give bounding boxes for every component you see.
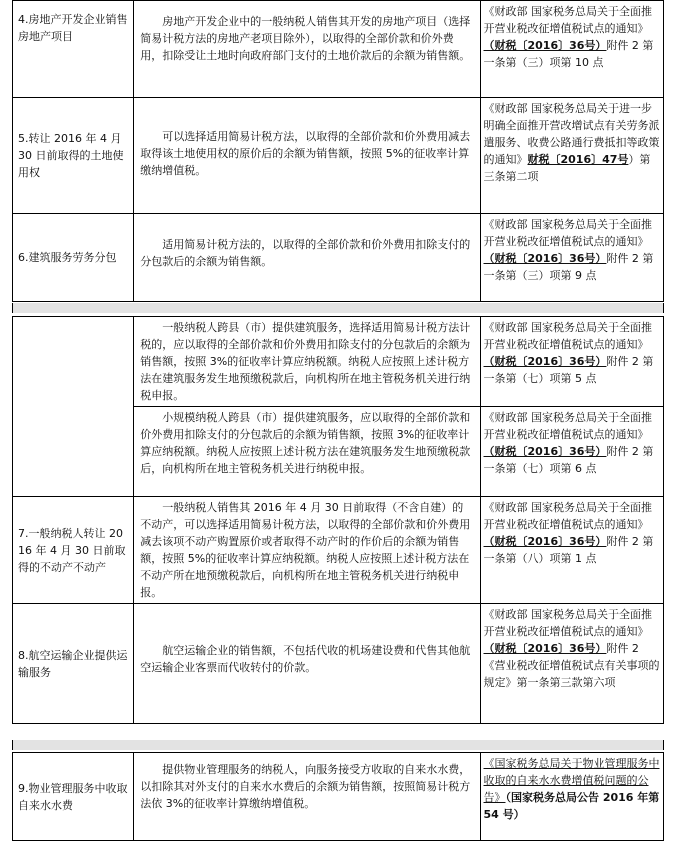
item-reference: 《财政部 国家税务总局关于进一步明确全面推开营改增试点有关劳务派遣服务、收费公路通行费抵扣等政策的通知》财税〔2016〕47号）第三条第二项 [480,98,664,214]
item-title [13,317,134,407]
table-row [13,317,664,407]
item-title: 4.房地产开发企业销售房地产项目 [13,1,134,98]
table-row [13,604,664,724]
table-row [13,753,664,841]
item-description: 房地产开发企业中的一般纳税人销售其开发的房地产项目（选择简易计税方法的房地产老项目除外），以取得的全部价款和价外费用，扣除受让土地时向政府部门支付的土地价款后的余额为销售额。 [134,1,480,98]
table-row [13,497,664,604]
doc-number: （国家税务总局公告 2016 年第 54 号） [483,791,660,821]
item-reference: 《国家税务总局关于物业管理服务中收取的自来水水费增值税问题的公告》（国家税务总局公告 2016 年第 54 号） [480,753,664,841]
doc-number: （财税〔2016〕36号） [483,535,607,548]
doc-number: （财税〔2016〕36号） [483,445,607,458]
item-reference: 《财政部 国家税务总局关于全面推开营业税改征增值税试点的通知》（财税〔2016〕36号）附件 2 第一条第（三）项第 9 点 [480,214,664,302]
item-title: 5.转让 2016 年 4 月 30 日前取得的土地使用权 [13,98,134,214]
table-row [13,98,664,214]
item-title: 9.物业管理服务中收取自来水水费 [13,753,134,841]
table-row [13,214,664,302]
item-reference: 《财政部 国家税务总局关于全面推开营业税改征增值税试点的通知》（财税〔2016〕36号）附件 2 第一条第（八）项第 1 点 [480,497,664,604]
doc-number: 财税〔2016〕47号 [527,153,629,166]
table-row [13,407,664,497]
item-title: 8.航空运输企业提供运输服务 [13,604,134,724]
page-break-gap [12,740,664,750]
item-reference: 《财政部 国家税务总局关于全面推开营业税改征增值税试点的通知》（财税〔2016〕36号）附件 2《营业税改征增值税试点有关事项的规定》第一条第三款第六项 [480,604,664,724]
tax-table-block-2 [12,316,664,724]
item-description: 小规模纳税人跨县（市）提供建筑服务，应以取得的全部价款和价外费用扣除支付的分包款后的余额为销售额，按照 3%的征收率计算应纳税额。纳税人应按照上述计税方法在建筑服务发生地预缴税款后，向机构所在地主管税务机关进行纳税申报。 [134,407,480,497]
item-description: 适用简易计税方法的，以取得的全部价款和价外费用扣除支付的分包款后的余额为销售额。 [134,214,480,302]
item-reference: 《财政部 国家税务总局关于全面推开营业税改征增值税试点的通知》（财税〔2016〕36号）附件 2 第一条第（七）项第 6 点 [480,407,664,497]
doc-number: （财税〔2016〕36号） [483,39,607,52]
item-description: 一般纳税人跨县（市）提供建筑服务，选择适用简易计税方法计税的，应以取得的全部价款和价外费用扣除支付的分包款后的余额为销售额，按照 3%的征收率计算应纳税额。纳税人应按照上述计税方法在建筑服务发生地预缴税款后，向机构所在地主管税务机关进行纳税申报。 [134,317,480,407]
item-description: 航空运输企业的销售额，不包括代收的机场建设费和代售其他航空运输企业客票而代收转付的价款。 [134,604,480,724]
tax-table-block-3 [12,752,664,841]
page-break-gap [12,303,664,313]
item-title [13,407,134,497]
item-title: 7.一般纳税人转让 2016 年 4 月 30 日前取得的不动产不动产 [13,497,134,604]
doc-number: （财税〔2016〕36号） [483,355,607,368]
doc-number: （财税〔2016〕36号） [483,252,607,265]
item-reference: 《财政部 国家税务总局关于全面推开营业税改征增值税试点的通知》（财税〔2016〕36号）附件 2 第一条第（七）项第 5 点 [480,317,664,407]
tax-table-block-1 [12,0,664,302]
item-description: 一般纳税人销售其 2016 年 4 月 30 日前取得（不含自建）的不动产，可以选择适用简易计税方法，以取得的全部价款和价外费用减去该项不动产购置原价或者取得不动产时的作价后的余额为销售额，按照 5%的征收率计算应纳税额。纳税人应按照上述计税方法在不动产所在地预缴税款后，向机构所在地主管税务机关进行纳税申报。 [134,497,480,604]
item-description: 可以选择适用简易计税方法，以取得的全部价款和价外费用减去取得该土地使用权的原价后的余额为销售额，按照 5%的征收率计算缴纳增值税。 [134,98,480,214]
doc-number: （财税〔2016〕36号） [483,642,607,655]
item-title: 6.建筑服务劳务分包 [13,214,134,302]
item-reference: 《财政部 国家税务总局关于全面推开营业税改征增值税试点的通知》（财税〔2016〕36号）附件 2 第一条第（三）项第 10 点 [480,1,664,98]
item-description: 提供物业管理服务的纳税人，向服务接受方收取的自来水水费，以扣除其对外支付的自来水水费后的余额为销售额，按照简易计税方法依 3%的征收率计算缴纳增值税。 [134,753,480,841]
table-row [13,1,664,98]
